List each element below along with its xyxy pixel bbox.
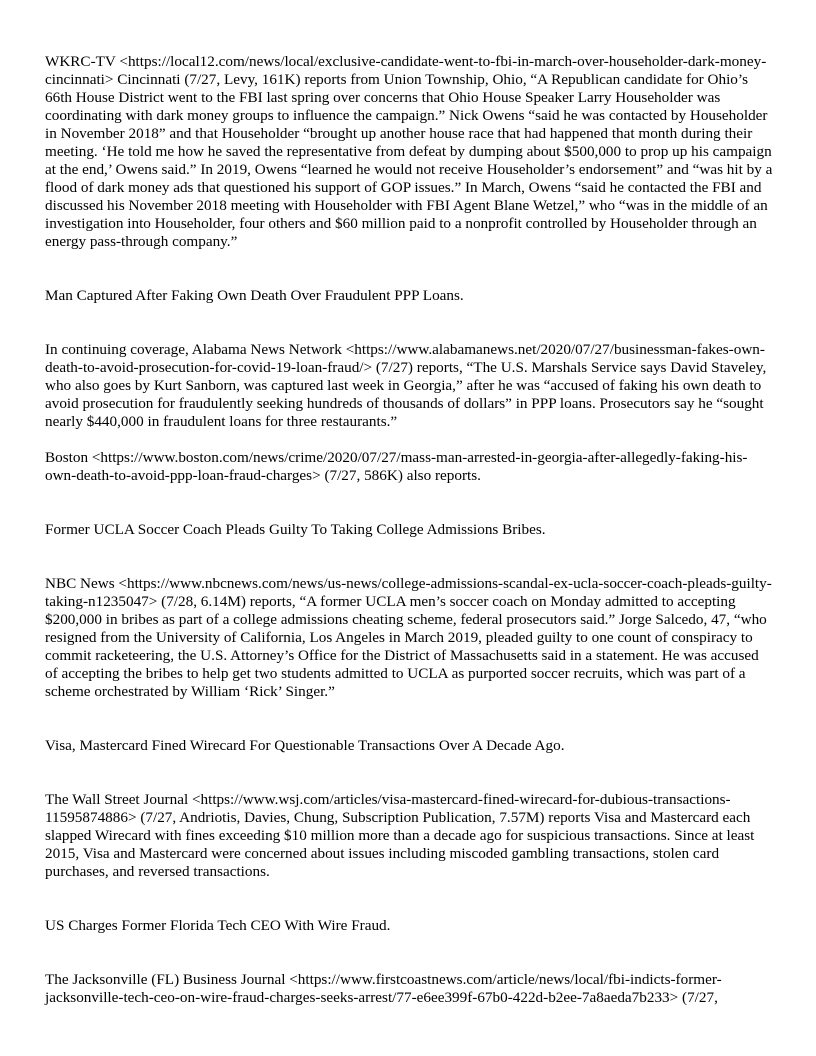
headline-wirecard: Visa, Mastercard Fined Wirecard For Questionable Transactions Over A Decade Ago. xyxy=(45,737,565,754)
article-paragraph-salcedo: NBC News <https://www.nbcnews.com/news/us-news/college-admissions-scandal-ex-ucla-soccer-coach-pleads-guilty-taking-n1235047> (7/28, 6.14M) reports, “A former UCLA men’s soccer coach on Monday admitted to accepting $200,000 in bribes as part of a college admissions cheating scheme, federal prosecutors said.” Jorge Salcedo, 47, “who resigned from the University of California, Los Angeles in March 2019, pleaded guilty to one count of conspiracy to commit racketeering, the U.S. Attorney’s Office for the District of Massachusetts said in a statement. He was accused of accepting the bribes to help get two students admitted to UCLA as purported soccer recruits, which was part of a scheme orchestrated by William ‘Rick’ Singer.” xyxy=(45,575,772,700)
headline-florida-ceo: US Charges Former Florida Tech CEO With Wire Fraud. xyxy=(45,917,391,934)
article-paragraph-householder: WKRC-TV <https://local12.com/news/local/exclusive-candidate-went-to-fbi-in-march-over-householder-dark-money-cincinnati> Cincinnati (7/27, Levy, 161K) reports from Union Township, Ohio, “A Republican candidate for Ohio’s 66th House District went to the FBI last spring over concerns that Ohio House Speaker Larry Householder was coordinating with dark money groups to influence the campaign.” Nick Owens “said he was contacted by Householder in November 2018” and that Householder “brought up another house race that had happened that month during their meeting. ‘He told me how he saved the representative from defeat by dumping about $500,000 to prop up his campaign at the end,’ Owens said.” In 2019, Owens “learned he would not receive Householder’s endorsement” and “was hit by a flood of dark money ads that questioned his support of GOP issues.” In March, Owens “said he contacted the FBI and discussed his November 2018 meeting with Householder with FBI Agent Blane Wetzel,” who “was in the middle of an investigation into Householder, four others and $60 million paid to a nonprofit controlled by Householder through an energy pass-through company.” xyxy=(45,53,773,250)
article-paragraph-jacksonville: The Jacksonville (FL) Business Journal <https://www.firstcoastnews.com/article/news/local/fbi-indicts-former-jacksonville-tech-ceo-on-wire-fraud-charges-seeks-arrest/77-e6ee399f-67b0-422d-b2ee-7a8aeda7b233> (7/27, xyxy=(45,971,722,1006)
article-paragraph-wsj: The Wall Street Journal <https://www.wsj.com/articles/visa-mastercard-fined-wirecard-for-dubious-transactions-11595874886> (7/27, Andriotis, Davies, Chung, Subscription Publication, 7.57M) reports Visa and Mastercard each slapped Wirecard with fines exceeding $10 million more than a decade ago for suspicious transactions. Since at least 2015, Visa and Mastercard were concerned about issues including miscoded gambling transactions, stolen card purchases, and reversed transactions. xyxy=(45,791,755,880)
article-paragraph-staveley: In continuing coverage, Alabama News Network <https://www.alabamanews.net/2020/07/27/businessman-fakes-own-death-to-avoid-prosecution-for-covid-19-loan-fraud/> (7/27) reports, “The U.S. Marshals Service says David Staveley, who also goes by Kurt Sanborn, was captured last week in Georgia,” after he was “accused of faking his own death to avoid prosecution for fraudulently seeking hundreds of thousands of dollars” in PPP loans. Prosecutors say he “sought nearly $440,000 in fraudulent loans for three restaurants.” xyxy=(45,341,767,430)
headline-ucla-coach: Former UCLA Soccer Coach Pleads Guilty To Taking College Admissions Bribes. xyxy=(45,521,546,538)
article-paragraph-boston: Boston <https://www.boston.com/news/crime/2020/07/27/mass-man-arrested-in-georgia-after-allegedly-faking-his-own-death-to-avoid-ppp-loan-fraud-charges> (7/27, 586K) also reports. xyxy=(45,449,748,484)
document-page xyxy=(45,53,775,1007)
headline-ppp-loans: Man Captured After Faking Own Death Over Fraudulent PPP Loans. xyxy=(45,287,464,304)
